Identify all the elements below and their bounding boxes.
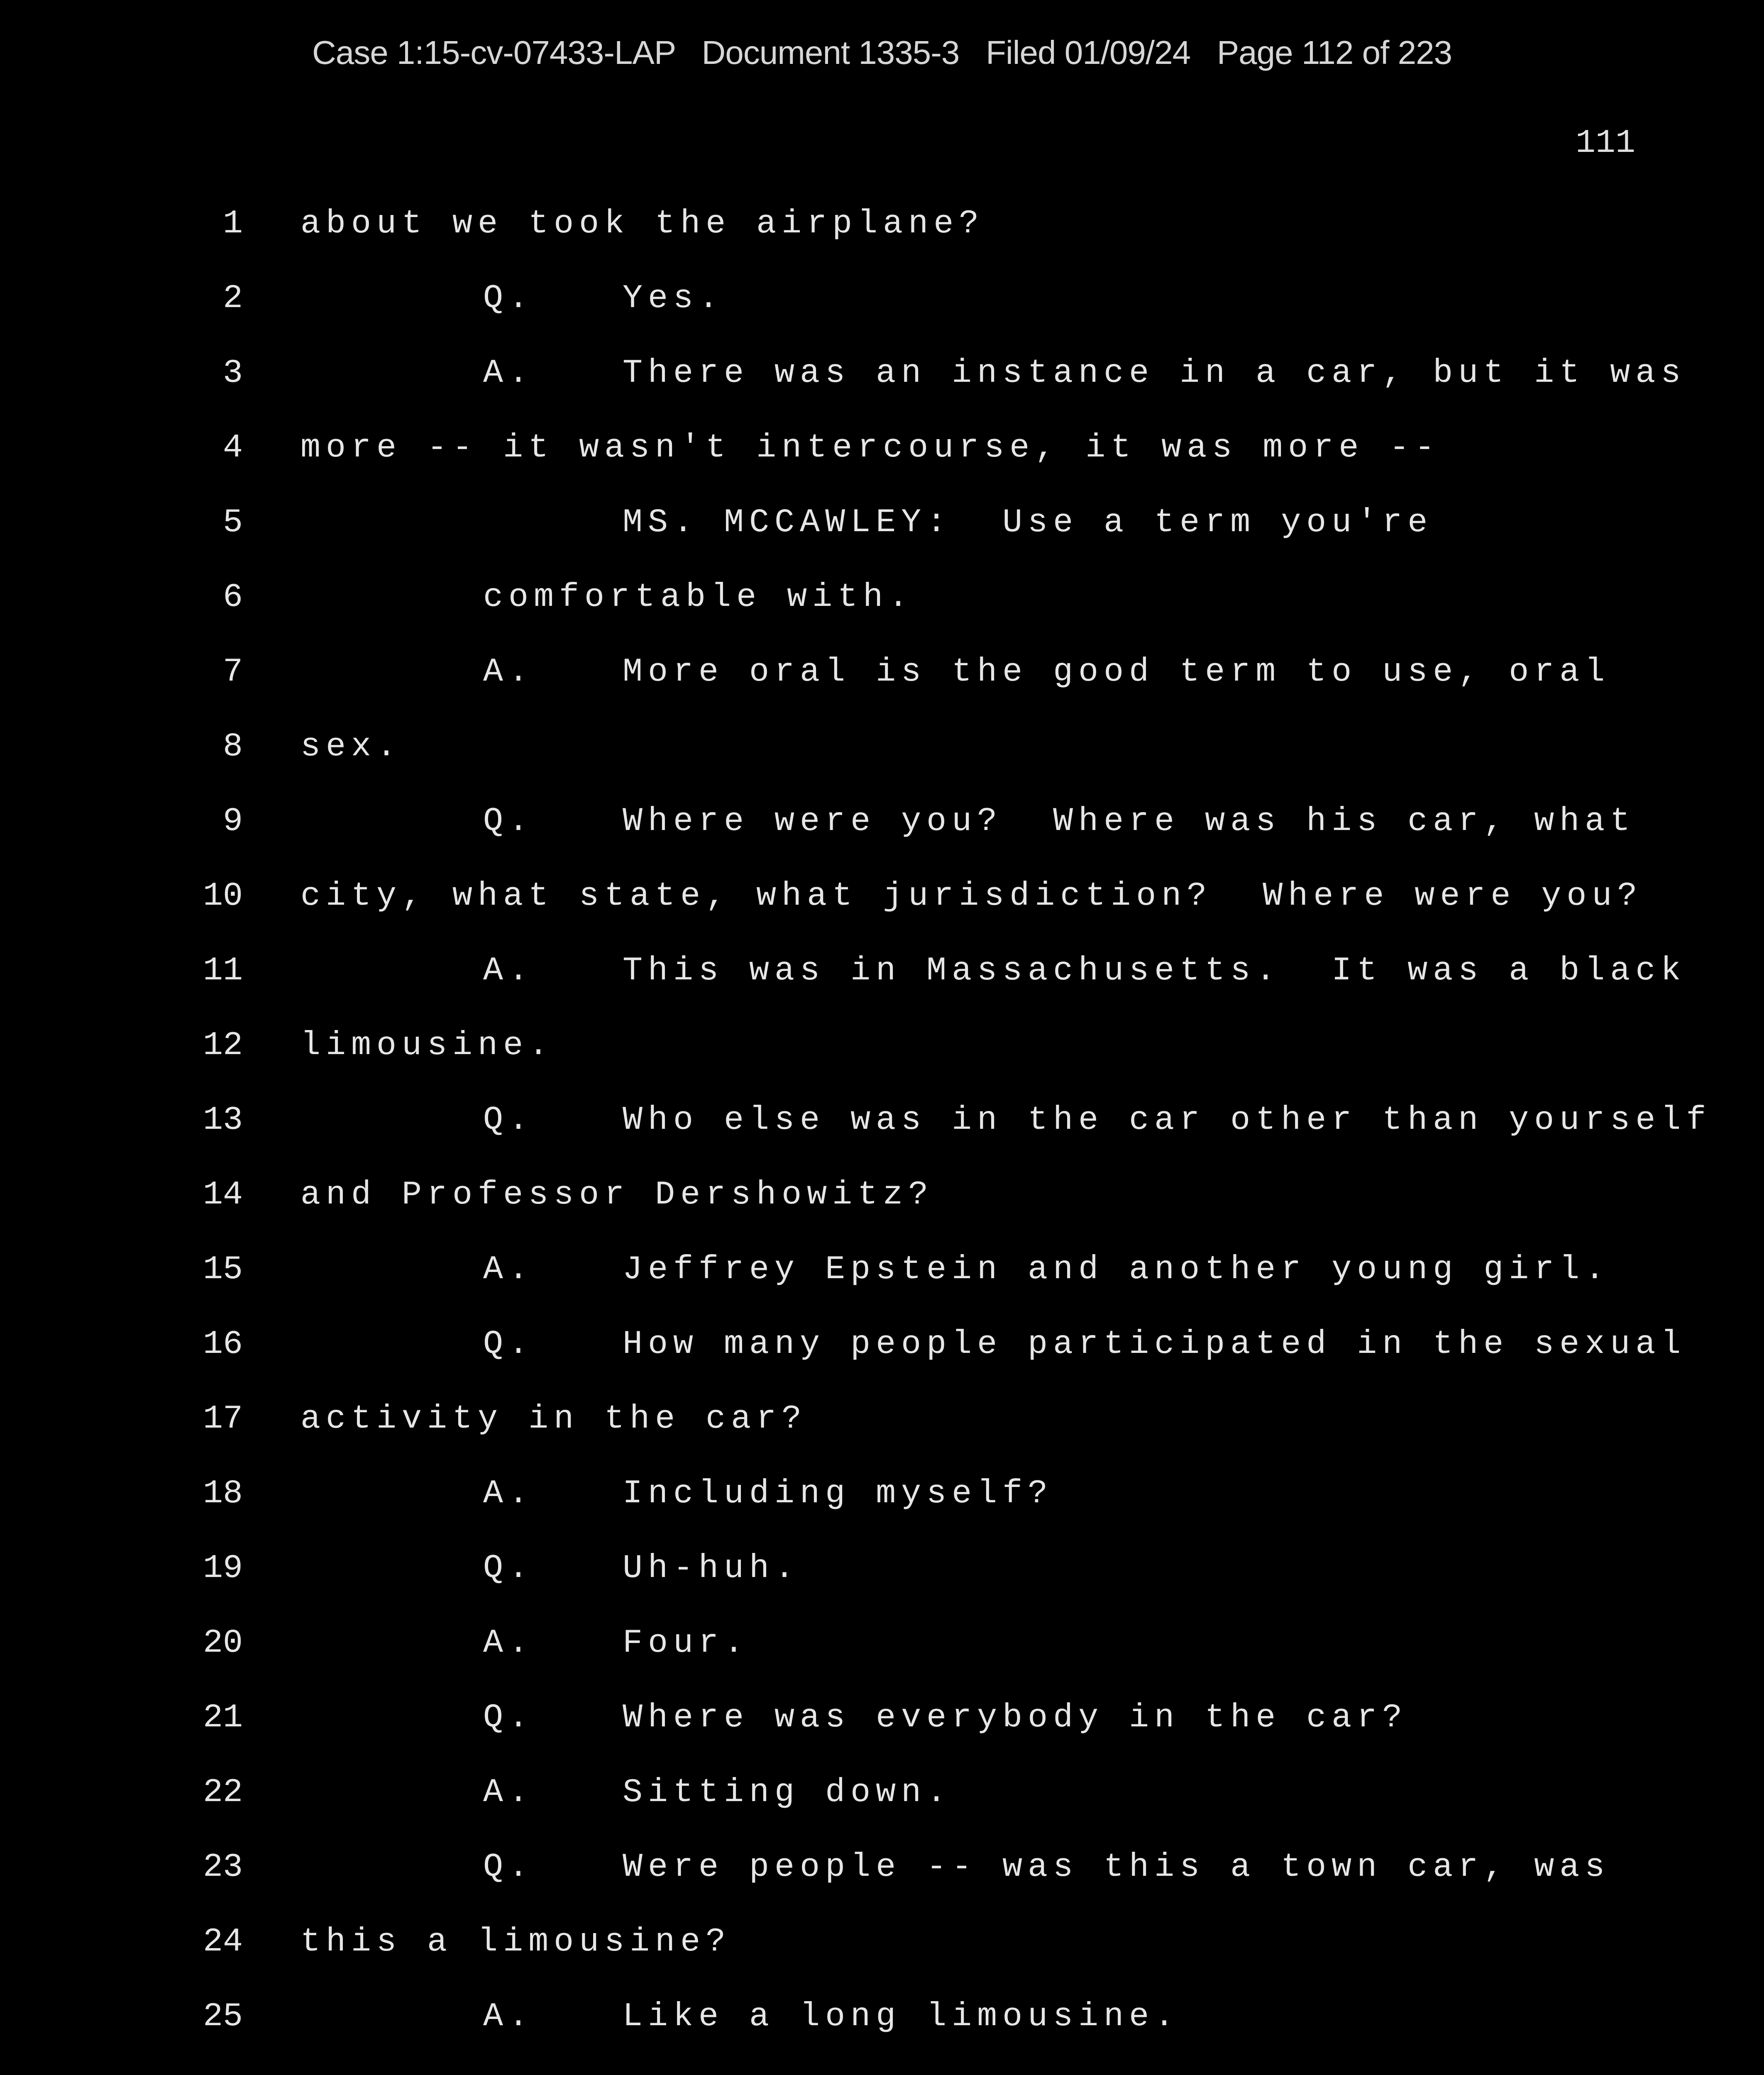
line-text: This was in Massachusetts. It was a black xyxy=(623,952,1686,990)
line-number: 1 xyxy=(222,205,243,243)
speaker-label: Q. xyxy=(483,280,534,317)
line-number: 25 xyxy=(203,1998,243,2036)
line-text: about we took the airplane? xyxy=(301,205,985,243)
line-number: 22 xyxy=(203,1774,243,1811)
line-number: 4 xyxy=(222,429,243,467)
transcript-line xyxy=(0,1096,1764,1145)
case-number: Case 1:15-cv-07433-LAP xyxy=(312,34,675,71)
line-number: 6 xyxy=(222,579,243,616)
line-text: comfortable with. xyxy=(483,579,914,616)
line-text: Like a long limousine. xyxy=(623,1998,1180,2036)
line-content xyxy=(483,647,1610,697)
line-number: 23 xyxy=(203,1848,243,1886)
line-content xyxy=(483,1992,1180,2042)
line-content xyxy=(483,1544,800,1594)
transcript-line xyxy=(0,1544,1764,1594)
transcript-line xyxy=(0,1843,1764,1892)
transcript-page-number: 111 xyxy=(1575,124,1635,162)
line-text: Yes. xyxy=(623,280,724,317)
line-content xyxy=(483,1469,1053,1519)
speaker-label: A. xyxy=(483,653,534,691)
transcript-line xyxy=(0,423,1764,473)
speaker-label: Q. xyxy=(483,1550,534,1587)
speaker-label: Q. xyxy=(483,1326,534,1363)
line-content xyxy=(483,349,1686,398)
line-number: 12 xyxy=(203,1027,243,1064)
line-content xyxy=(483,1693,1407,1743)
transcript-line xyxy=(0,1170,1764,1220)
transcript-line xyxy=(0,1021,1764,1071)
line-text: Jeffrey Epstein and another young girl. xyxy=(623,1251,1610,1289)
line-number: 13 xyxy=(203,1101,243,1139)
line-content xyxy=(483,1768,952,1818)
transcript-line xyxy=(0,1394,1764,1444)
transcript-line xyxy=(0,1469,1764,1519)
transcript-line xyxy=(0,1245,1764,1295)
line-number: 9 xyxy=(222,803,243,840)
transcript-line xyxy=(0,1768,1764,1818)
document-number: Document 1335-3 xyxy=(701,34,960,71)
transcript-line xyxy=(0,797,1764,847)
speaker-label: Q. xyxy=(483,1699,534,1737)
transcript-line xyxy=(0,1693,1764,1743)
transcript-line xyxy=(0,199,1764,249)
speaker-label: A. xyxy=(483,354,534,392)
line-number: 19 xyxy=(203,1550,243,1587)
speaker-label: Q. xyxy=(483,1101,534,1139)
speaker-label: Q. xyxy=(483,1848,534,1886)
line-number: 5 xyxy=(222,504,243,542)
transcript-line xyxy=(0,1992,1764,2042)
line-text: There was an instance in a car, but it was xyxy=(623,354,1686,392)
speaker-label: A. xyxy=(483,952,534,990)
transcript-line xyxy=(0,1618,1764,1668)
line-number: 2 xyxy=(222,280,243,317)
transcript-line xyxy=(0,647,1764,697)
line-text: Sitting down. xyxy=(623,1774,952,1811)
transcript-line xyxy=(0,1320,1764,1370)
speaker-label: A. xyxy=(483,1475,534,1513)
line-text: more -- it wasn't intercourse, it was more -- xyxy=(301,429,1440,467)
line-number: 15 xyxy=(203,1251,243,1289)
speaker-label: A. xyxy=(483,1251,534,1289)
line-text: More oral is the good term to use, oral xyxy=(623,653,1610,691)
line-content xyxy=(483,1096,1711,1145)
line-text: limousine. xyxy=(301,1027,554,1064)
line-text: Where were you? Where was his car, what xyxy=(623,803,1636,840)
filed-date: Filed 01/09/24 xyxy=(986,34,1191,71)
line-content xyxy=(483,797,1635,847)
transcript-line xyxy=(0,498,1764,548)
speaker-label: Q. xyxy=(483,803,534,840)
line-number: 18 xyxy=(203,1475,243,1513)
line-content xyxy=(483,274,724,324)
speaker-label: A. xyxy=(483,1774,534,1811)
line-number: 10 xyxy=(203,877,243,915)
line-number: 24 xyxy=(203,1923,243,1961)
line-number: 17 xyxy=(203,1400,243,1438)
speaker-label: A. xyxy=(483,1998,534,2036)
transcript-line xyxy=(0,573,1764,622)
line-text: Who else was in the car other than yourself xyxy=(623,1101,1712,1139)
line-text: Four. xyxy=(623,1624,750,1662)
line-content xyxy=(483,1618,749,1668)
line-number: 21 xyxy=(203,1699,243,1737)
line-text: Uh-huh. xyxy=(623,1550,800,1587)
line-number: 7 xyxy=(222,653,243,691)
transcript-line xyxy=(0,349,1764,398)
line-text: Where was everybody in the car? xyxy=(623,1699,1408,1737)
line-content xyxy=(483,946,1686,996)
transcript-line xyxy=(0,1917,1764,1967)
speaker-label: A. xyxy=(483,1624,534,1662)
transcript-line xyxy=(0,274,1764,324)
line-text: activity in the car? xyxy=(301,1400,807,1438)
page-of-total: Page 112 of 223 xyxy=(1217,34,1452,71)
line-text: this a limousine? xyxy=(301,1923,731,1961)
line-number: 16 xyxy=(203,1326,243,1363)
line-text: Including myself? xyxy=(623,1475,1053,1513)
transcript-line xyxy=(0,946,1764,996)
line-text: How many people participated in the sexual xyxy=(623,1326,1686,1363)
line-text: Were people -- was this a town car, was xyxy=(623,1848,1610,1886)
colloquy-text: MS. MCCAWLEY: Use a term you're xyxy=(623,504,1433,542)
line-content xyxy=(483,1843,1610,1892)
line-number: 11 xyxy=(203,952,243,990)
line-number: 14 xyxy=(203,1176,243,1214)
line-text: and Professor Dershowitz? xyxy=(301,1176,934,1214)
line-text: sex. xyxy=(301,728,402,766)
transcript-line xyxy=(0,722,1764,772)
line-text: city, what state, what jurisdiction? Where were you? xyxy=(301,877,1643,915)
transcript-line xyxy=(0,872,1764,921)
line-content xyxy=(483,1320,1686,1370)
line-number: 20 xyxy=(203,1624,243,1662)
line-number: 3 xyxy=(222,354,243,392)
line-number: 8 xyxy=(222,728,243,766)
line-content xyxy=(483,1245,1610,1295)
